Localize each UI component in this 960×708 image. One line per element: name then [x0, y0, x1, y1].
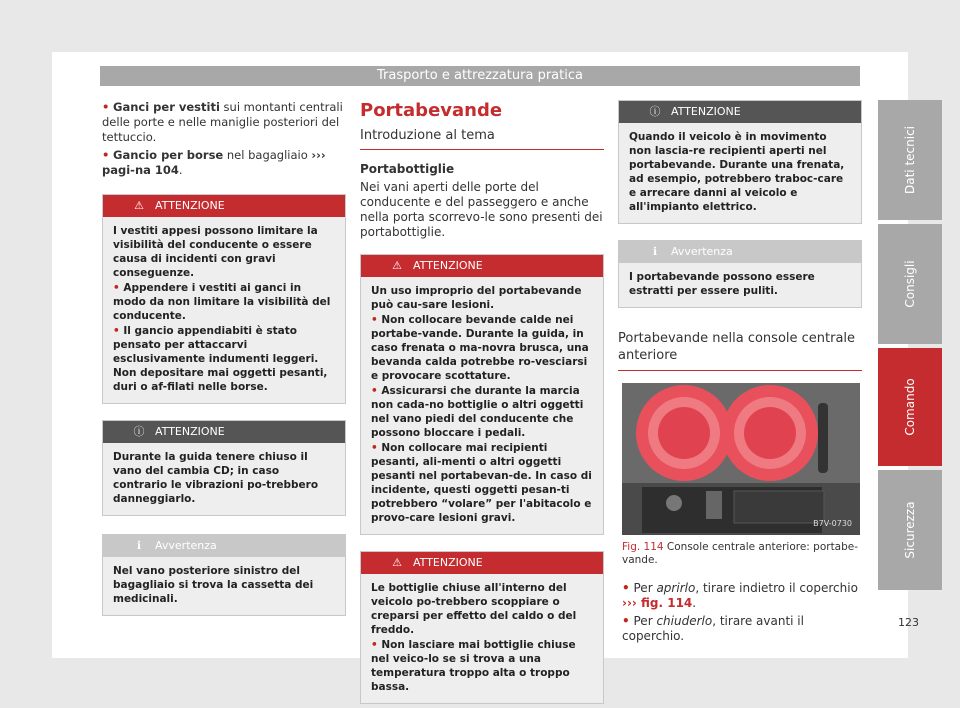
page-reference-link[interactable]: ››› pagi-na 104 — [102, 148, 326, 177]
warning-header: ⚠ ATTENZIONE — [103, 195, 345, 217]
figure-caption: Fig. 114 Console centrale anteriore: portabe-vande. — [622, 541, 859, 566]
warning-triangle-icon: ⚠ — [392, 259, 402, 272]
note-icon: ℹ — [136, 539, 142, 552]
column-2 — [360, 100, 604, 704]
note-box: ℹ Avvertenza Nel vano posteriore sinistro del bagagliaio si trova la cassetta dei medicinali. — [102, 534, 346, 616]
warning-box: ⚠ ATTENZIONE Le bottiglie chiuse all'interno del veicolo po-trebbero scoppiare o creparsi per effetto del caldo o del freddo. • Non lasciare mai bottiglie chiuse nel veico-lo se si trova a una temperatura troppo alta o troppo bassa. — [360, 551, 604, 704]
info-circle-icon: ⓘ — [649, 105, 661, 118]
tab-dati-tecnici[interactable]: Dati tecnici — [878, 100, 942, 220]
note-icon: ℹ — [652, 245, 658, 258]
section-heading: Portabevande nella console centrale anteriore — [618, 330, 862, 371]
section-title: Portabevande — [360, 100, 503, 121]
bullet-ganci: • Ganci per vestiti sui montanti centrali delle porte e nelle maniglie posteriori del tettuccio. — [102, 100, 343, 144]
warning-triangle-icon: ⚠ — [392, 556, 402, 569]
note-box: ℹ Avvertenza I portabevande possono essere estratti per essere puliti. — [618, 240, 862, 308]
column-3 — [618, 100, 862, 647]
tab-comando[interactable]: Comando — [878, 348, 942, 466]
step-close: • Per chiuderlo, tirare avanti il coperchio. — [622, 614, 804, 643]
step-open: • Per aprirlo, tirare indietro il coperchio ››› fig. 114. — [622, 581, 858, 610]
intro-text: Nei vani aperti delle porte del conducente e del passeggero e anche nella porta scorrevo-le sono presenti dei portabottiglie. — [360, 180, 603, 239]
figure-cupholder — [622, 383, 860, 535]
figure-code: B7V-0730 — [813, 519, 852, 528]
tab-sicurezza[interactable]: Sicurezza — [878, 470, 942, 590]
warning-box: ⚠ ATTENZIONE Un uso improprio del portabevande può cau-sare lesioni. • Non collocare bevande calde nei portabe-vande. Durante la guida, in caso frenata o ma-novra brusca, una bevanda calda potrebbe ro-vesciarsi e provocare scottature. • Assicurarsi che durante la marcia non cada-no bottiglie o altri oggetti nel vano piedi del conducente che possono bloccare i pedali. • Non collocare mai recipienti pesanti, ali-menti o altri oggetti pesanti nel portabevan-de. In caso di incidente, questi oggetti pesan-ti potrebbero “volare” per l'abitacolo e provo-care lesioni gravi. — [360, 254, 604, 535]
warning-triangle-icon: ⚠ — [134, 199, 144, 212]
bullet-gancio-borse: • Gancio per borse nel bagagliaio ››› pagi-na 104. — [102, 148, 326, 177]
section-subtitle: Introduzione al tema — [360, 128, 604, 150]
sub-heading: Portabottiglie — [360, 162, 455, 176]
tab-consigli[interactable]: Consigli — [878, 224, 942, 344]
info-circle-icon: ⓘ — [133, 425, 145, 438]
figure-reference-link[interactable]: ››› fig. 114 — [622, 596, 693, 610]
cupholder-illustration — [622, 383, 860, 535]
column-1 — [102, 100, 346, 616]
page-header: Trasporto e attrezzatura pratica — [100, 66, 860, 86]
attention-box: ⓘ ATTENZIONE Durante la guida tenere chiuso il vano del cambia CD; in caso contrario le vibrazioni po-trebbero danneggiarlo. — [102, 420, 346, 516]
attention-box: ⓘ ATTENZIONE Quando il veicolo è in movimento non lascia-re recipienti aperti nel portabevande. Durante una frenata, ad esempio, potrebbero traboc-care e arrecare danni al veicolo e all'impianto elettrico. — [618, 100, 862, 224]
page-number: 123 — [898, 616, 919, 629]
warning-box: ⚠ ATTENZIONE I vestiti appesi possono limitare la visibilità del conducente o essere causa di incidenti con gravi conseguenze. • Appendere i vestiti ai ganci in modo da non limitare la visibilità del conducente. • Il gancio appendiabiti è stato pensato per attaccarvi esclusivamente indumenti leggeri. Non depositare mai oggetti pesanti, duri o af-filati nelle borse. — [102, 194, 346, 404]
